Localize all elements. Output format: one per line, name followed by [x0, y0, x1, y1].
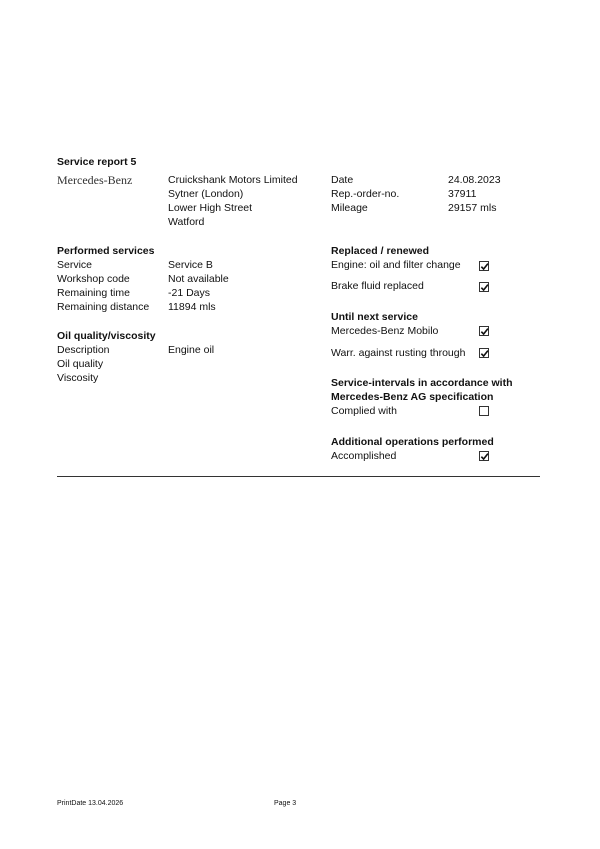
- workshop-code-value: Not available: [168, 273, 229, 285]
- oil-quality-label: Oil quality: [57, 358, 104, 370]
- brake-fluid-checkbox[interactable]: [479, 282, 489, 292]
- oil-filter-change-checkbox[interactable]: [479, 261, 489, 271]
- mileage-label: Mileage: [331, 202, 368, 214]
- service-label: Service: [57, 259, 93, 271]
- intervals-heading: Service-intervals in accordance with: [331, 377, 513, 389]
- service-value: Service B: [168, 259, 213, 271]
- rust-warranty-checkbox[interactable]: [479, 348, 489, 358]
- brand-logo: Mercedes-Benz: [57, 173, 133, 187]
- section-divider: [57, 476, 540, 477]
- mileage-value: 29157 mls: [448, 202, 497, 214]
- checkmark-icon: [480, 349, 489, 358]
- intervals-heading-line2: Mercedes-Benz AG specification: [331, 391, 494, 403]
- date-value: 24.08.2023: [448, 174, 501, 186]
- rust-warranty-label: Warr. against rusting through: [331, 347, 466, 359]
- accomplished-label: Accomplished: [331, 450, 397, 462]
- checkmark-icon: [480, 262, 489, 271]
- order-value: 37911: [448, 188, 477, 200]
- dealer-name: Cruickshank Motors Limited: [168, 174, 298, 186]
- checkmark-icon: [480, 452, 489, 461]
- dealer-line: Sytner (London): [168, 188, 244, 200]
- date-label: Date: [331, 174, 354, 186]
- oil-description-label: Description: [57, 344, 110, 356]
- remaining-time-value: -21 Days: [168, 287, 211, 299]
- remaining-time-label: Remaining time: [57, 287, 130, 299]
- oil-description-value: Engine oil: [168, 344, 215, 356]
- mobilo-label: Mercedes-Benz Mobilo: [331, 325, 439, 337]
- complied-with-checkbox[interactable]: [479, 406, 489, 416]
- additional-heading: Additional operations performed: [331, 436, 494, 448]
- dealer-line: Watford: [168, 216, 205, 228]
- oil-filter-change-label: Engine: oil and filter change: [331, 259, 461, 271]
- until-next-heading: Until next service: [331, 311, 418, 323]
- workshop-code-label: Workshop code: [57, 273, 130, 285]
- checkmark-icon: [480, 283, 489, 292]
- remaining-distance-value: 11894 mls: [168, 301, 216, 313]
- complied-with-label: Complied with: [331, 405, 397, 417]
- page-number: Page 3: [274, 800, 297, 807]
- oil-heading: Oil quality/viscosity: [57, 330, 156, 342]
- remaining-distance-label: Remaining distance: [57, 301, 150, 313]
- report-title: Service report 5: [57, 156, 137, 168]
- replaced-heading: Replaced / renewed: [331, 245, 430, 257]
- print-date: PrintDate 13.04.2026: [57, 800, 124, 807]
- mobilo-checkbox[interactable]: [479, 326, 489, 336]
- brake-fluid-label: Brake fluid replaced: [331, 280, 424, 292]
- checkmark-icon: [480, 327, 489, 336]
- viscosity-label: Viscosity: [57, 372, 99, 384]
- performed-heading: Performed services: [57, 245, 155, 257]
- order-label: Rep.-order-no.: [331, 188, 400, 200]
- dealer-line: Lower High Street: [168, 202, 253, 214]
- accomplished-checkbox[interactable]: [479, 451, 489, 461]
